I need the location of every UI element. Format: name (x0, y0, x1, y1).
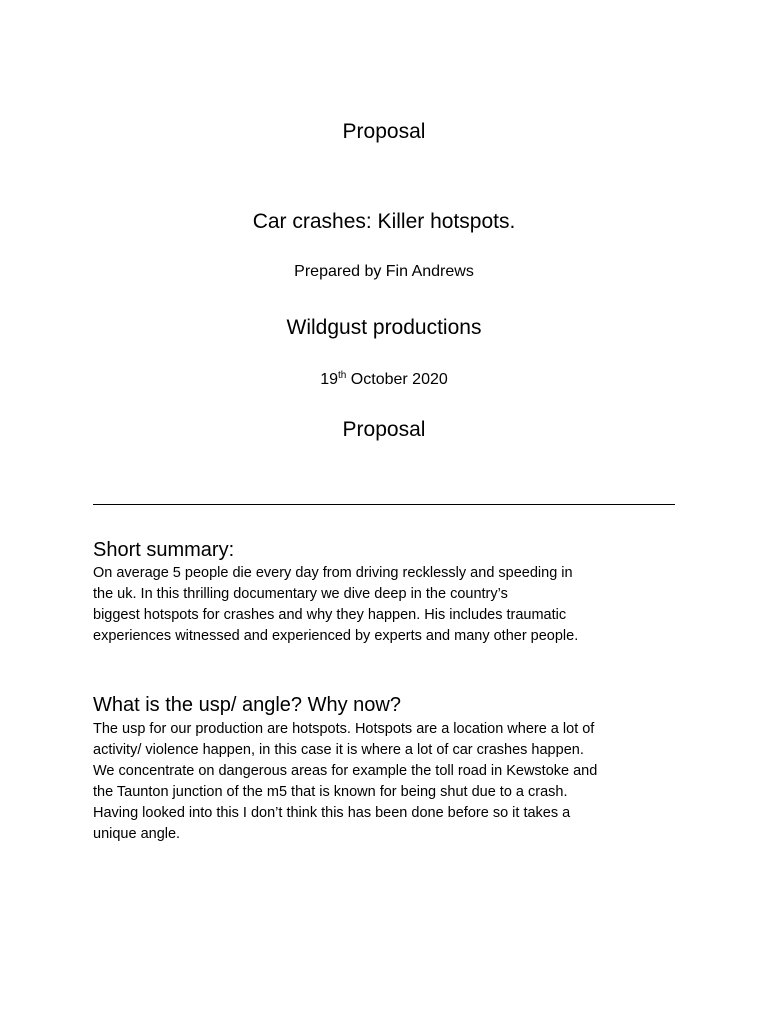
date-suffix: th (338, 370, 347, 381)
usp-line: the Taunton junction of the m5 that is known for being shut due to a crash. (93, 784, 568, 800)
usp-line: unique angle. (93, 826, 181, 842)
date-month-year: October 2020 (346, 371, 448, 388)
document-date (0, 370, 768, 390)
usp-line: We concentrate on dangerous areas for example the toll road in Kewstoke and (93, 763, 598, 779)
proposal-title-top: Proposal (342, 120, 426, 143)
summary-line: biggest hotspots for crashes and why they happen. His includes traumatic (93, 607, 567, 623)
document-title: Car crashes: Killer hotspots. (252, 210, 516, 233)
summary-line: On average 5 people die every day from driving recklessly and speeding in (93, 565, 573, 581)
proposal-title-bottom: Proposal (342, 418, 426, 441)
author-line: Prepared by Fin Andrews (294, 263, 474, 280)
company-name: Wildgust productions (286, 316, 482, 339)
date-day: 19 (320, 371, 339, 388)
usp-line: Having looked into this I don’t think this has been done before so it takes a (93, 805, 571, 821)
usp-heading: What is the usp/ angle? Why now? (93, 694, 401, 716)
usp-paragraph (93, 719, 693, 845)
summary-line: the uk. In this thrilling documentary we dive deep in the country’s (93, 586, 508, 602)
summary-heading: Short summary: (93, 539, 235, 561)
usp-line: The usp for our production are hotspots. Hotspots are a location where a lot of (93, 721, 595, 737)
horizontal-divider (93, 504, 675, 505)
summary-line: experiences witnessed and experienced by experts and many other people. (93, 628, 579, 644)
summary-paragraph (93, 563, 693, 647)
usp-line: activity/ violence happen, in this case it is where a lot of car crashes happen. (93, 742, 584, 758)
